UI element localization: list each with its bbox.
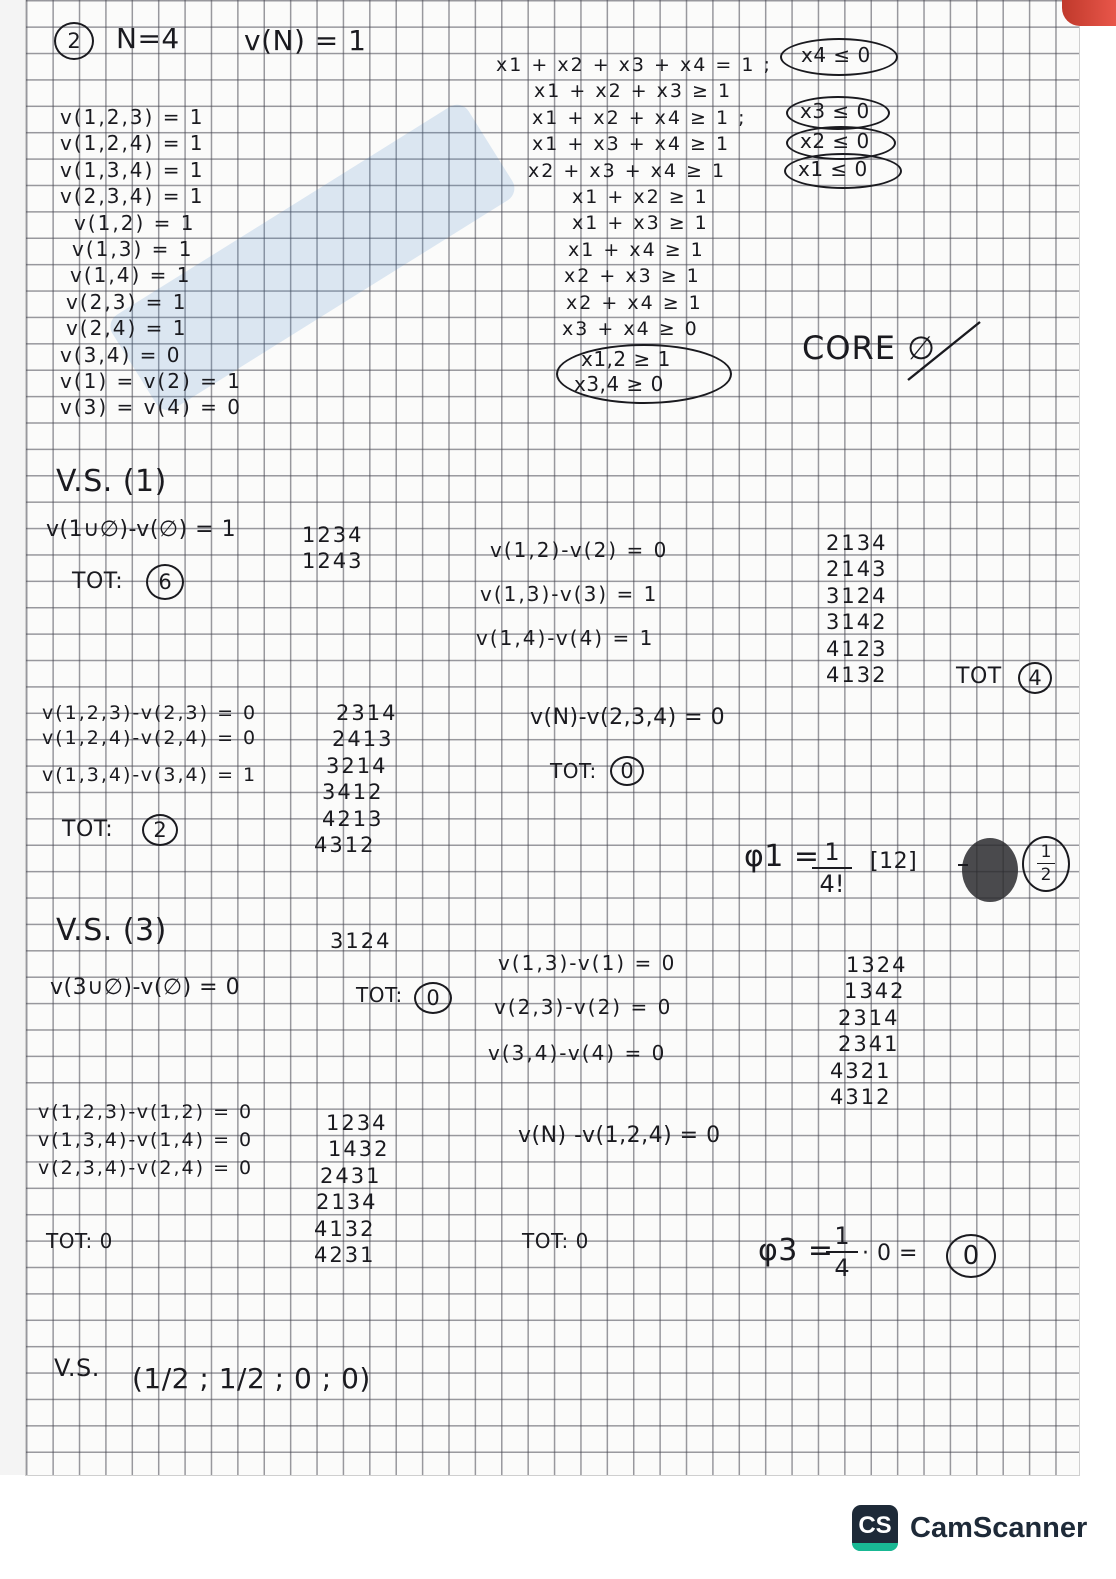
bound: x1 ≤ 0 [798,157,868,181]
permutation: 4213 [322,806,384,831]
vs1-pair-values [476,528,668,660]
notebook-page [26,0,1079,1475]
problem-number: 2 [67,29,81,53]
marginal-value: v(1,3)-v(1) = 0 [498,951,677,975]
constraint-box-line: x3,4 ≥ 0 [574,372,664,396]
shapley-label: V.S. [54,1354,100,1382]
vs1-triples-total-label: TOT: [62,817,114,842]
marginal-value: v(3,4)-v(4) = 0 [488,1041,667,1065]
vs1-singleton: v(1∪∅)-v(∅) = 1 [46,517,237,542]
permutation: 1342 [844,979,906,1004]
constraint: x1 + x3 + x4 ≥ 1 [532,133,731,156]
vs1-singleton-total: 6 [146,564,184,600]
vs1-pairs-total: 4 [1018,662,1052,694]
coalition-value: v(1,2) = 1 [74,210,196,235]
shapley-value: (1/2 ; 1/2 ; 0 ; 0) [132,1362,371,1395]
core-empty-slash [906,318,986,388]
permutation: 1432 [328,1137,390,1162]
coalition-value: v(3,4) = 0 [60,342,182,367]
vs3-pair-values [488,938,676,1078]
vs3-title: V.S. (3) [56,913,167,948]
permutation: 3124 [826,583,888,608]
phi3-mult: · 0 = [862,1241,918,1266]
permutation: 2431 [320,1163,382,1188]
vs1-title: V.S. (1) [56,464,167,499]
constraint: x2 + x3 ≥ 1 [564,265,701,288]
permutation: 4312 [830,1085,892,1110]
phi1-result-circle: 1 2 [1022,836,1070,892]
vs1-singleton-total-label: TOT: [72,569,124,594]
marginal-value: v(1,2,3)-v(1,2) = 0 [38,1101,254,1123]
permutation: 4312 [314,833,376,858]
vs3-singleton-total: 0 [414,982,452,1014]
bound: x4 ≤ 0 [801,43,871,67]
bound: x3 ≤ 0 [800,99,870,123]
coalition-value: v(2,3,4) = 1 [60,184,205,209]
v-n-value: v(N) = 1 [244,24,367,57]
vs1-full-total: 0 [610,756,644,786]
permutation: 3412 [322,780,384,805]
permutation: 1243 [302,549,364,574]
marginal-value: v(2,3,4)-v(2,4) = 0 [38,1157,254,1179]
camscanner-logo-icon: CS [852,1505,898,1551]
permutation: 3124 [330,929,392,953]
permutation: 4132 [314,1216,376,1241]
coalition-value: v(1) = v(2) = 1 [60,369,243,394]
constraint: x1 + x3 ≥ 1 [572,212,709,235]
vs3-full-total: TOT: 0 [522,1229,589,1253]
camscanner-brand-name: CamScanner [910,1512,1088,1544]
coalition-value: v(2,4) = 1 [66,316,188,341]
permutation: 4123 [826,636,888,661]
permutation: 2314 [336,701,398,725]
vs1-triple-perms [314,700,398,858]
vs3-pair-perms [830,952,907,1110]
constraint: x1 + x2 + x3 ≥ 1 [534,80,733,103]
permutation: 2134 [826,531,888,555]
constraint: x1 + x2 + x4 ≥ 1 ; [532,106,747,129]
problem-number-circle [54,22,94,60]
permutation: 1234 [302,523,364,547]
marginal-value: v(2,3)-v(2) = 0 [494,995,673,1019]
page-left-margin [0,0,26,1475]
marginal-value: v(1,3,4)-v(3,4) = 1 [42,764,258,786]
vs1-triples-total: 2 [142,814,178,846]
coalition-values-list [60,104,242,421]
phi1-label: φ1 = [744,839,820,874]
vs1-full: v(N)-v(2,3,4) = 0 [530,705,726,730]
marginal-value: v(1,2,4)-v(2,4) = 0 [42,727,258,749]
vs3-singleton: v(3∪∅)-v(∅) = 0 [50,975,241,1000]
n-definition: N=4 [116,22,180,55]
marginal-value: v(1,2)-v(2) = 0 [490,538,669,562]
permutation: 4321 [830,1058,892,1083]
permutation: 3142 [826,610,888,635]
coalition-value: v(1,3) = 1 [72,237,194,262]
phi3-label: φ3 = [758,1233,834,1268]
vs3-triple-values [38,1098,253,1182]
permutation: 2413 [332,727,394,752]
vs3-triple-perms [314,1110,389,1268]
vs1-triple-values [42,696,257,793]
notebook-cover-corner [1062,0,1116,26]
vs3-singleton-total-label: TOT: [356,983,403,1007]
vs1-pairs-total-label: TOT [956,664,1002,689]
phi3-result: 0 [946,1234,996,1278]
coalition-value: v(1,4) = 1 [70,263,192,288]
coalition-value: v(1,2,3) = 1 [60,105,205,129]
marginal-value: v(1,4)-v(4) = 1 [476,626,655,650]
marginal-value: v(1,3)-v(3) = 1 [480,582,659,606]
permutation: 2314 [838,1005,900,1030]
constraint-box-line: x1,2 ≥ 1 [581,347,671,371]
vs3-full: v(N) -v(1,2,4) = 0 [518,1123,721,1148]
phi1-fraction: 1 4! [812,838,852,898]
marginal-value: v(1,3,4)-v(1,4) = 0 [38,1129,254,1151]
scribbled-out-answer [958,835,1022,905]
coalition-value: v(1,3,4) = 1 [60,157,205,182]
permutation: 1324 [846,953,908,977]
permutation: 2143 [826,557,888,582]
permutation: 2341 [838,1032,900,1057]
constraints-list [496,52,772,342]
constraint: x2 + x4 ≥ 1 [566,291,703,314]
coalition-value: v(3) = v(4) = 0 [60,395,243,420]
permutation: 4132 [826,663,888,688]
coalition-value: v(2,3) = 1 [66,289,188,314]
constraint: x1 + x2 + x3 + x4 = 1 ; [496,54,772,76]
permutation: 2134 [316,1190,378,1215]
permutation: 1234 [326,1111,388,1135]
phi1-bracket: [12] [870,849,918,874]
phi3-fraction: 1 4 [826,1222,858,1282]
coalition-value: v(1,2,4) = 1 [60,131,205,156]
permutation: 3214 [326,753,388,778]
core-label: CORE ∅ [802,329,937,367]
constraint: x2 + x3 + x4 ≥ 1 [528,159,727,182]
vs3-singleton-perm [330,928,391,954]
constraint: x3 + x4 ≥ 0 [562,318,699,341]
permutation: 4231 [314,1243,376,1268]
bound: x2 ≤ 0 [800,129,870,153]
constraint: x1 + x2 ≥ 1 [572,186,709,209]
vs1-full-total-label: TOT: [550,759,597,783]
marginal-value: v(1,2,3)-v(2,3) = 0 [42,702,258,724]
vs3-triples-total: TOT: 0 [46,1229,113,1253]
vs1-pair-perms [826,530,887,688]
constraint: x1 + x4 ≥ 1 [568,238,705,261]
vs1-singleton-perms [302,522,363,575]
